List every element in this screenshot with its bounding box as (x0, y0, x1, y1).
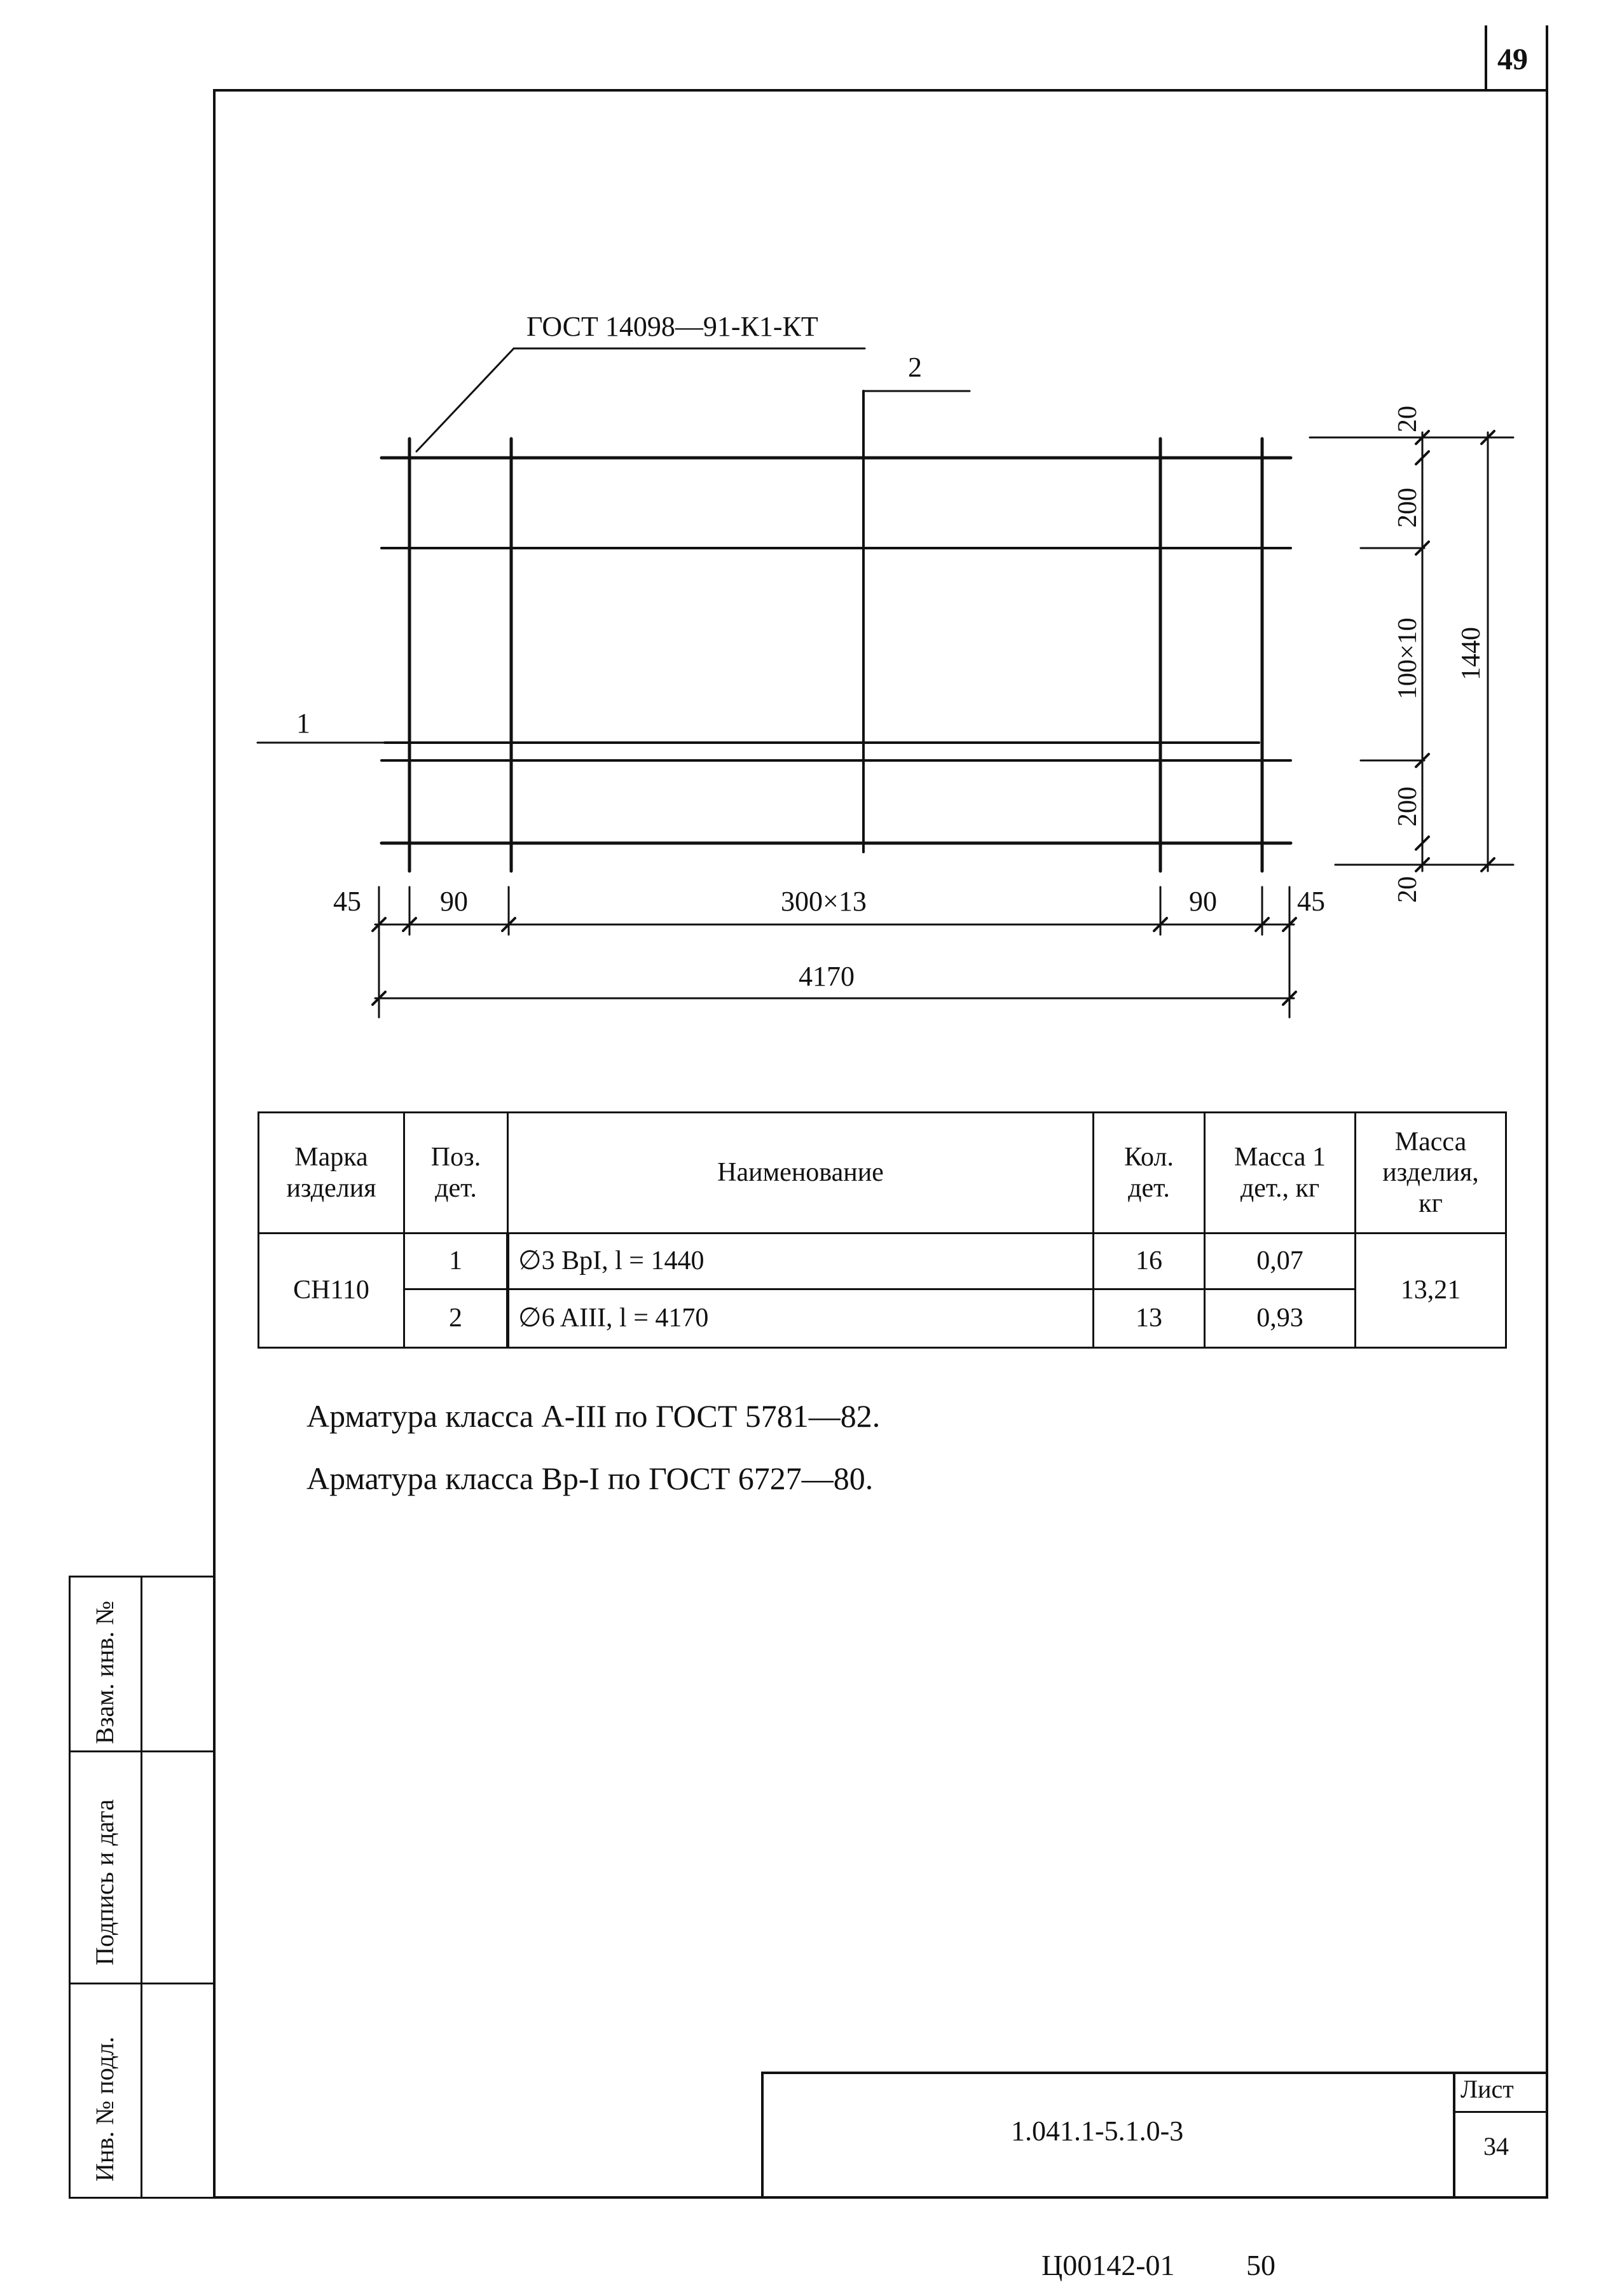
table-row (259, 1289, 1506, 1348)
footer-code: Ц00142-01 (1041, 2249, 1175, 2281)
table-row (259, 1234, 1506, 1289)
dim-bottom-step: 200 (1393, 787, 1422, 827)
stamp-zam-inv-label: Взам. инв. № (90, 1600, 119, 1744)
pos2-label: 2 (908, 352, 922, 383)
margin-stamp (69, 1576, 213, 2199)
sheet-top-number: 49 (1497, 43, 1528, 76)
note-a3: Арматура класса А-III по ГОСТ 5781—82. (306, 1398, 881, 1434)
dim-left-end: 45 (333, 886, 361, 917)
stamp-podpis-label: Подпись и дата (90, 1799, 119, 1965)
row2-mass: 0,93 (1205, 1289, 1356, 1348)
dim-total-length: 4170 (799, 961, 855, 992)
document-code: 1.041.1-5.1.0-3 (1011, 2115, 1184, 2147)
dim-top-end: 20 (1393, 406, 1422, 432)
dim-middle: 300×13 (781, 886, 867, 917)
mesh-drawing (0, 0, 1622, 1081)
header-mass-item: Масса изделия, кг (1356, 1113, 1506, 1234)
sheet-number: 34 (1483, 2132, 1509, 2161)
mark-value: СН110 (259, 1234, 404, 1348)
row1-name: ∅3 BpI, l = 1440 (508, 1234, 1094, 1289)
dim-vertical-middle: 100×10 (1393, 617, 1422, 699)
sheet-label: Лист (1460, 2075, 1514, 2103)
row1-pos: 1 (404, 1234, 508, 1289)
stamp-column-divider (141, 1578, 142, 2197)
footer-page-number: 50 (1246, 2249, 1275, 2281)
dim-bottom-end: 20 (1393, 876, 1422, 903)
dim-left-step: 90 (440, 886, 468, 917)
note-vr1: Арматура класса Вр-I по ГОСТ 6727—80. (306, 1461, 874, 1496)
dim-top-step: 200 (1393, 488, 1422, 528)
row1-mass: 0,07 (1205, 1234, 1356, 1289)
leader-gost (416, 348, 514, 451)
header-mass-one: Масса 1 дет., кг (1205, 1113, 1356, 1234)
row1-qty: 16 (1094, 1234, 1205, 1289)
header-pos: Поз. дет. (404, 1113, 508, 1234)
header-name: Наименование (508, 1113, 1094, 1234)
row2-pos: 2 (404, 1289, 508, 1348)
table-header-row (259, 1113, 1506, 1234)
header-qty: Кол. дет. (1094, 1113, 1205, 1234)
stamp-inv-podl-label: Инв. № подл. (90, 2037, 119, 2182)
dim-total-height: 1440 (1457, 627, 1486, 680)
gost-callout: ГОСТ 14098—91-К1-КТ (526, 311, 818, 342)
row2-qty: 13 (1094, 1289, 1205, 1348)
dim-right-end: 45 (1297, 886, 1325, 917)
pos1-label: 1 (296, 708, 310, 739)
row2-name: ∅6 AIII, l = 4170 (508, 1289, 1094, 1348)
total-mass: 13,21 (1356, 1234, 1506, 1348)
title-block-divider (1453, 2072, 1455, 2199)
header-mark: Марка изделия (259, 1113, 404, 1234)
dim-right-step: 90 (1189, 886, 1217, 917)
title-block-list-divider (1453, 2111, 1548, 2113)
specification-table (258, 1111, 1507, 1349)
